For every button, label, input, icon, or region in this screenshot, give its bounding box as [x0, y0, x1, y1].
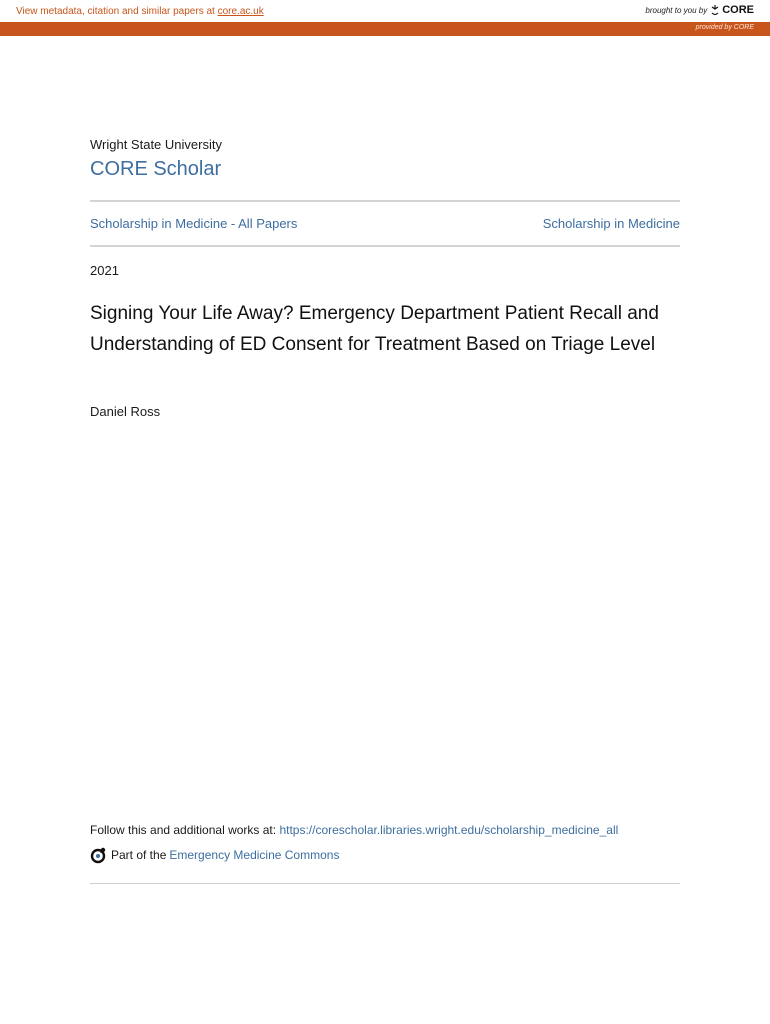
brought-to-you-text: brought to you by: [645, 5, 708, 15]
commons-link[interactable]: Emergency Medicine Commons: [169, 848, 340, 862]
divider: [90, 883, 680, 884]
publication-year: 2021: [90, 263, 119, 278]
core-orange-bar: [0, 22, 770, 36]
core-banner: [0, 0, 770, 22]
provided-by-core: provided by CORE: [695, 24, 754, 31]
follow-text: Follow this and additional works at:: [90, 823, 277, 837]
network-commons-icon: [90, 846, 108, 864]
core-logo[interactable]: [710, 4, 754, 16]
follow-line: [90, 823, 690, 837]
institution-name: Wright State University: [90, 137, 222, 152]
core-metadata-text: View metadata, citation and similar papers at: [16, 6, 215, 17]
core-brought-by[interactable]: [645, 4, 754, 16]
follow-url-link[interactable]: https://corescholar.libraries.wright.edu/scholarship_medicine_all: [279, 823, 619, 837]
part-of-text: Part of the: [111, 848, 167, 862]
core-link[interactable]: core.ac.uk: [217, 6, 264, 17]
core-logo-text: CORE: [722, 4, 754, 16]
core-logo-icon: [710, 4, 720, 16]
paper-title: Signing Your Life Away? Emergency Department Patient Recall and Understanding of ED Consent for Treatment Based on Triage Level: [90, 303, 659, 355]
series-link-medicine[interactable]: Scholarship in Medicine: [542, 216, 680, 231]
divider: [90, 200, 680, 202]
core-metadata-line: [16, 6, 264, 17]
series-link-all-papers[interactable]: Scholarship in Medicine - All Papers: [90, 216, 298, 231]
divider: [90, 245, 680, 247]
paper-author: Daniel Ross: [90, 404, 161, 419]
part-of-line: [90, 846, 339, 864]
repository-link[interactable]: CORE Scholar: [90, 158, 222, 180]
